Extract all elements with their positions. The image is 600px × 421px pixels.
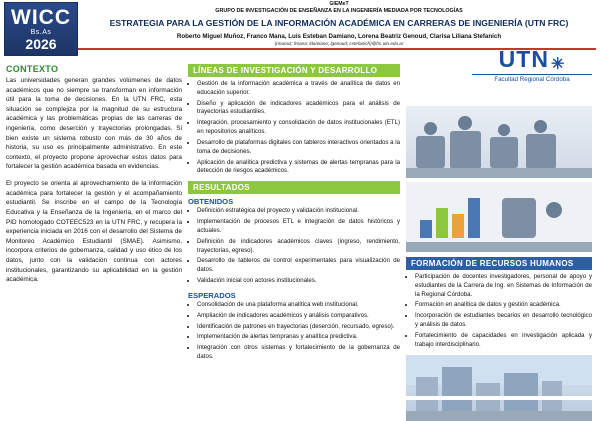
poster-title: ESTRATEGIA PARA LA GESTIÓN DE LA INFORMACIÓN ACADÉMICA EN CARRERAS DE INGENIERÍA (UTN FRC) — [109, 17, 569, 28]
lineas-heading: LÍNEAS DE INVESTIGACIÓN Y DESARROLLO — [188, 64, 400, 77]
dashboard-illustration — [406, 182, 592, 252]
wicc-logo-location: Bs.As — [30, 29, 52, 36]
list-item: • Aplicación de analítica predictiva y sistemas de alertas tempranas para la detección de riesgos académicos. — [197, 159, 400, 177]
list-item: • Diseño y aplicación de indicadores académicos para el análisis de trayectorias estudiantiles. — [197, 100, 400, 118]
contexto-paragraph-1: Las universidades generan grandes volúmenes de datos académicos que no siempre se transforman en información útil para la toma de decisiones. En la UTN FRC, esta situación se complejiza por la magnitud de su estructura académica y las problemáticas propias de las carreras de ingeniería, como deserción y trayectorias prolongadas. Si bien existe un sistema robusto con más de 30 años de historia, su uso es principalmente administrativo. En este contexto, el proyecto propone aprovechar estos datos para fortalecer la gestión académica basada en evidencias. — [6, 77, 182, 171]
list-item: • Incorporación de estudiantes becarios en desarrollo tecnológico y análisis de datos. — [415, 312, 592, 330]
list-item: • Participación de docentes investigadores, personal de apoyo y estudiantes de la Carrera de Ing. en Sistemas de Información de la Regional Córdoba. — [415, 273, 592, 299]
contexto-heading: CONTEXTO — [6, 64, 59, 74]
utn-name — [472, 48, 592, 73]
team-photo — [406, 106, 592, 178]
list-item: • Implementación de procesos ETL e integración de datos históricos y actuales. — [197, 218, 400, 236]
utn-text: UTN — [498, 46, 549, 72]
author-emails: {rmunoz; fmana; ldamiano; lgenoud; cstefanich}@frc.utn.edu.ar — [274, 40, 404, 46]
list-item: • Validación inicial con actores institucionales. — [197, 277, 400, 286]
list-item: • Integración, procesamiento y consolidación de datos institucionales (ETL) en repositorios analíticos. — [197, 119, 400, 137]
list-item: • Fortalecimiento de capacidades en investigación aplicada y trabajo interdisciplinario. — [415, 332, 592, 350]
header-text-block — [82, 0, 596, 46]
giemet-label: GIEMeT — [329, 1, 349, 7]
list-item: • Desarrollo de plataformas digitales con tableros interactivos orientados a la toma de decisiones. — [197, 139, 400, 157]
column-media-formacion — [406, 64, 592, 396]
resultados-heading: RESULTADOS — [188, 181, 400, 194]
list-item: • Identificación de patrones en trayectorias (deserción, recursado, egreso). — [197, 323, 400, 332]
lineas-list — [188, 80, 400, 176]
list-item: • Integración con otros sistemas y fortalecimiento de la gobernanza de datos. — [197, 344, 400, 362]
wicc-logo-year: 2026 — [25, 36, 57, 52]
research-group-name: GRUPO DE INVESTIGACIÓN DE ENSEÑANZA EN LA INGENIERÍA MEDIADA POR TECNOLOGÍAS — [215, 8, 463, 14]
list-item: • Formación en analítica de datos y gestión académica. — [415, 301, 592, 310]
resultados-obtenidos-list — [188, 207, 400, 286]
resultados-esperados-list — [188, 301, 400, 362]
footer-strip — [0, 396, 600, 400]
list-item: • Consolidación de una plataforma analítica web institucional. — [197, 301, 400, 310]
list-item: • Definición estratégica del proyecto y validación institucional. — [197, 207, 400, 216]
resultados-obtenidos-label: OBTENIDOS — [188, 197, 234, 207]
formacion-list — [406, 273, 592, 350]
list-item: • Definición de indicadores académicos claves (ingreso, rendimiento, trayectorias, egreso). — [197, 238, 400, 256]
list-item: • Desarrollo de tableros de control experimentales para visualización de datos. — [197, 257, 400, 275]
wicc-logo-title: WICC — [11, 6, 71, 29]
contexto-paragraph-2: El proyecto se orienta al aprovechamiento de la información académica para fortalecer la gestión y el acompañamiento estudiantil. Se inscribe en el campo de la Tecnología Educativa y la Enseñanza de la Ingeniería, en el marco del PID homologado COTEEC523 en la UTN FRC, y recupera la experiencia iniciada en 2016 con el desarrollo del Sistema de Monitoreo Académico Estudiantil (SMAE). Asimismo, incorpora criterios de gobernanza, calidad y uso ético de los datos, junto con la validación continua con actores institucionales, garantizando su aplicabilidad en la gestión académica. — [6, 180, 182, 284]
utn-logo — [472, 48, 592, 83]
utn-faculty: Facultad Regional Córdoba — [472, 74, 592, 83]
column-contexto — [6, 64, 182, 396]
list-item: • Gestión de la información académica a través de analítica de datos en educación superior. — [197, 80, 400, 98]
wicc-logo — [4, 2, 78, 56]
resultados-esperados-label: ESPERADOS — [188, 290, 236, 300]
column-lineas-resultados — [188, 64, 400, 396]
formacion-heading: FORMACIÓN DE RECURSOS HUMANOS — [406, 257, 592, 270]
list-item: • Implementación de alertas tempranas y analítica predictiva. — [197, 333, 400, 342]
author-list: Roberto Miguel Muñoz, Franco Mana, Luis Esteban Damiano, Lorena Beatriz Genoud, Clarisa Liliana Stefanich — [176, 32, 502, 40]
utn-star-icon: ✳ — [550, 56, 566, 73]
campus-illustration — [406, 355, 592, 421]
list-item: • Ampliación de indicadores académicos y análisis comparativos. — [197, 312, 400, 321]
poster-body — [0, 60, 600, 396]
